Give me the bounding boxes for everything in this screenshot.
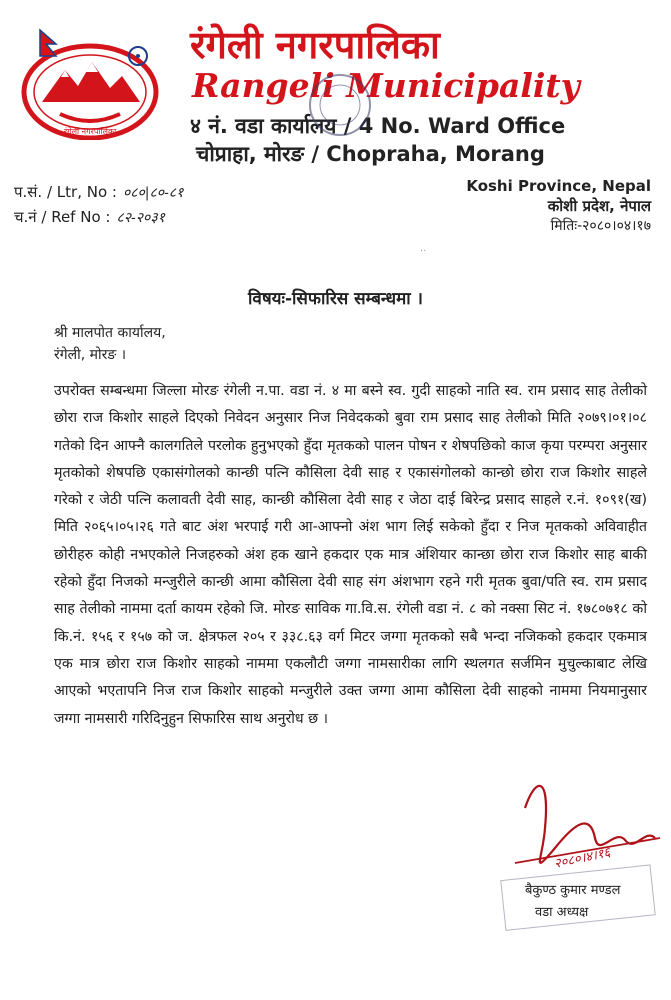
reference-number-label: च.नं / Ref No : bbox=[14, 208, 111, 226]
signatory-name: बैकुण्ठ कुमार मण्डल bbox=[525, 883, 621, 898]
letter-date: मितिः-२०८०।०४।१७ bbox=[550, 218, 651, 234]
handwritten-date: २०८०।४।१६ bbox=[552, 845, 612, 872]
ward-office: ४ नं. वडा कार्यालय / 4 No. Ward Office bbox=[190, 114, 566, 138]
emblem-caption: रंगेली नगरपालिका bbox=[63, 127, 117, 136]
municipality-emblem-icon bbox=[20, 22, 160, 140]
subject-line: विषयः-सिफारिस सम्बन्धमा । bbox=[247, 289, 424, 309]
province-np: कोशी प्रदेश, नेपाल bbox=[547, 197, 651, 215]
recipient-address: रंगेली, मोरङ । bbox=[54, 347, 127, 363]
reference-number-value: ८२-२०३१ bbox=[116, 210, 165, 226]
reference-block bbox=[14, 180, 183, 230]
reference-number-row bbox=[14, 205, 183, 230]
letter-number-label: प.सं. / Ltr, No : bbox=[14, 183, 117, 201]
province-block bbox=[466, 176, 651, 236]
signature-stamp-icon bbox=[495, 768, 665, 948]
page-title-en: Rangeli Municipality bbox=[192, 66, 580, 105]
letter-number-value: ०८०|८०-८१ bbox=[122, 185, 184, 201]
office-seal-icon bbox=[305, 60, 375, 155]
province-en: Koshi Province, Nepal bbox=[466, 177, 651, 195]
recipient-office: श्री मालपोत कार्यालय, bbox=[54, 325, 166, 341]
recipient-block bbox=[54, 322, 166, 366]
letter-body: उपरोक्त सम्बन्धमा जिल्ला मोरङ रंगेली न.पा. वडा नं. ४ मा बस्ने स्व. गुदी साहको नाति स्व. राम प्रसाद साह तेलीको छोरा राज किशोर साहले दिएको निवेदन अनुसार निज निवेदकको बुवा राम प्रसाद साह तेलीको मिति २०७९।०१।०८ गतेको दिन आफ्नै कालगतिले परलोक हुनुभएको हुँदा मृतकको पालन पोषन र शेषपछिको काज कृया परम्परा अनुसार मृतकोको शेषपछि एकासंगोलको कान्छी पत्नि कौसिला देवी साह र एकासंगोलको कान्छो छोरा राज किशोर साहले गरेको र जेठी पत्नि कलावती देवी साह, कान्छी कौसिला देवी साह र जेठा दाई बिरेन्द्र प्रसाद साहले र.नं. १०९१(ख) मिति २०६५।०५।२६ गते बाट अंश भरपाई गरी आ-आफ्नो अंश भाग लिई सकेको हुँदा र निज मृतकको अविवाहीत छोरीहरु कोही नभएकोले निजहरुको अंश हक खाने हकदार एक मात्र अंशियार कान्छा छोरा राज किशोर साह बाकी रहेको हुँदा निजको मन्जुरीले कान्छी आमा कौसिला देवी साह संग अंशभाग रहने गरी मृतक बुवा/पति स्व. राम प्रसाद साह तेलीको नाममा दर्ता कायम रहेको जि. मोरङ साविक गा.वि.स. रंगेली वडा नं. ८ को नक्सा सिट नं. १७८०७१८ को कि.नं. १५६ र १५७ को ज. क्षेत्रफल २०५ र ३३८.६३ वर्ग मिटर जग्गा मृतकको सबै भन्दा नजिकको हकदार एकमात्र एक मात्र छोरा राज किशोर साहको नाममा एकलौटी जग्गा नामसारीका लागि स्थलगत सर्जमिन मुचुल्काबाट लेखि आएको भएतापनि निज राज किशोर साहको मन्जुरीले उक्त जग्गा आमा कौसिला देवी साहको नाममा नियमानुसार जग्गा नामसारी गरिदिनुहुन सिफारिस साथ अनुरोध छ । bbox=[54, 383, 647, 727]
signatory-title: वडा अध्यक्ष bbox=[535, 905, 589, 920]
page-title-np: रंगेली नगरपालिका bbox=[190, 23, 440, 67]
letter-number-row bbox=[14, 180, 183, 205]
scan-mark: ·· bbox=[420, 246, 427, 257]
office-address: चोप्राहा, मोरङ / Chopraha, Morang bbox=[196, 142, 545, 166]
